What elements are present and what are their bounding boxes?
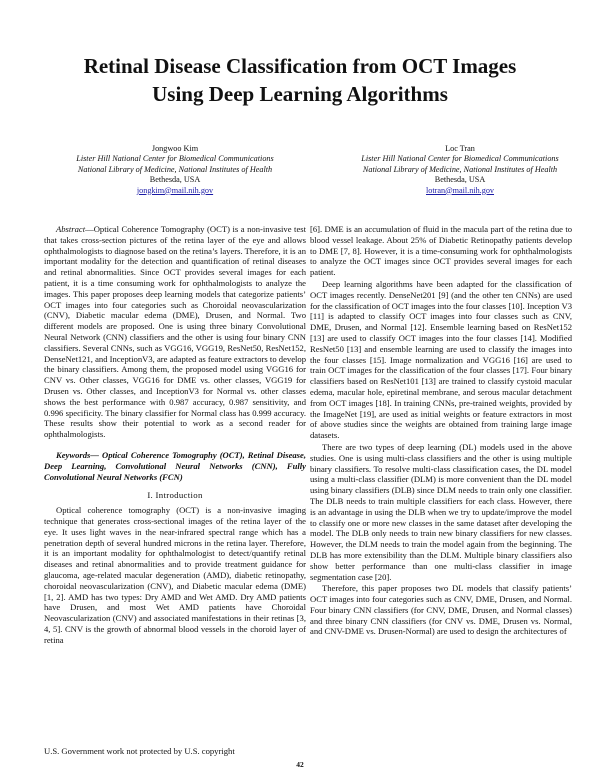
author-affiliation: Lister Hill National Center for Biomedical Communications: [76, 154, 274, 164]
body-paragraph: There are two types of deep learning (DL) models used in the above studies. One is using multi-class classifiers and the other is using multiple binary classifiers. To resolve multi-class classification cases, the DL model using a multi-class classifier (DLM) is more convenient than the DL model using binary classifiers (DLB) since DLM needs to train only one classifier. The DLB needs to train multiple classifiers for each class. However, there is an advantage in using the DLB when we try to update/improve the model to classify one or more new classes in the same dataset after developing the model. The DLB only needs to train new binary classifiers for new classes. However, the DLM needs to train the model again from the beginning. The DLB has more extensibility than the DLM. Multiple binary classifiers also show better performance than one multi-class classifier in image segmentation case [20].: [310, 441, 572, 582]
author-block-2: [325, 144, 595, 196]
keywords-label: Keywords: [56, 449, 91, 460]
author-email-link[interactable]: lotran@mail.nih.gov: [425, 185, 495, 195]
keywords: [44, 450, 306, 482]
abstract: [44, 224, 306, 440]
body-paragraph: Deep learning algorithms have been adapted for the classification of OCT images recently. DenseNet201 [9] (and the other ten CNNs) are used for the classification of OCT images into the four classes [10]. Inception V3 [11] is adapted to classify OCT images into four classes such as CNV, DME, Drusen, and Normal [12]. Ensemble learning based on ResNet152 [13] are used to classify OCT images into the four classes [14]. Modified ResNet50 [13] and ensemble learning are used to classify the images into the four classes [15]. Image normalization and VGG16 [16] are used to train OCT images for the classification of the four classes [17]. Four binary classifiers based on ResNet101 [13] are trained to classify cystoid macular edema, macular hole, epiretinal membrane, and serous macular detachment from OCT images [18]. In training CNNs, pre-trained weights, provided by the ImageNet [19], are used as initial weights or feature extractors in most of above studies since the weights are obtained from training large image datasets.: [310, 278, 572, 441]
copyright-footnote: U.S. Government work not protected by U.S. copyright: [44, 746, 235, 756]
page-number: 42: [296, 760, 304, 769]
author-block-1: [40, 144, 310, 196]
author-city: Bethesda, USA: [434, 175, 486, 185]
right-column: [310, 224, 572, 637]
body-paragraph: Therefore, this paper proposes two DL models that classify patients’ OCT images into four categories such as CNV, DME, Drusen, and Normal. Four binary CNN classifiers (for CNV, DME, Drusen, and Normal classes) and three binary CNN classifiers (for CNV vs. DME, Drusen vs. Normal, and CNV-DME vs. Drusen-Normal) are used to design the architectures of: [310, 583, 572, 637]
title-line-2: Using Deep Learning Algorithms: [152, 82, 448, 106]
author-affiliation: Lister Hill National Center for Biomedical Communications: [361, 154, 559, 164]
keywords-text: — Optical Coherence Tomography (OCT), Retinal Disease, Deep Learning, Convolutional Neural Networks (CNN), Fully Convolutional Neural Networks (FCN): [44, 449, 306, 482]
author-affiliation: National Library of Medicine, National Institutes of Health: [362, 164, 558, 174]
paper-title: [0, 52, 600, 108]
author-name: Jongwoo Kim: [151, 144, 199, 153]
author-name: Loc Tran: [445, 144, 475, 153]
body-paragraph: [6]. DME is an accumulation of fluid in the macula part of the retina due to blood vessel leakage. About 25% of Diabetic Retinopathy patients develop to DME [7, 8]. However, it is a time-consuming work for ophthalmologists to analyze the OCT images since OCT provides several images for each patient.: [310, 224, 572, 278]
intro-paragraph: Optical coherence tomography (OCT) is a non-invasive imaging technique that generates cross-sectional images of the retina layer of the eye. It uses light waves in the near-infrared spectral range which has a penetration depth of several hundred microns in the retina layer. Therefore, it is an important modality for ophthalmologist to detect/quantify retinal diseases and retinal abnormalities and to provide treatment guidance for glaucoma, age-related macular degeneration (AMD), diabetic retinopathy, choroidal neovascularization (CNV), and Diabetic macular edema (DME) [1, 2]. AMD has two types: Dry AMD and Wet AMD. Dry AMD patients have Drusen, and most Wet AMD patients have Choroidal Neovascularization (CNV) and associated manifestations in their retinas [3, 4, 5]. CNV is the growth of abnormal blood vessels in the choroid layer of retina: [44, 505, 306, 645]
abstract-text: —Optical Coherence Tomography (OCT) is a non-invasive test that takes cross-section pictures of the retina layer of the eye and allows ophthalmologists to diagnose based on the retina’s layers. Therefore, it is an important modality for the detection and quantification of retinal diseases and retinal abnormalities. Since OCT provides several images for each patient, it is a time consuming work for ophthalmologists to analyze the images. This paper proposes deep learning models that categorize patients’ OCT images into four categories such as Choroidal neovascularization (CNV), Diabetic macular edema (DME), Drusen, and Normal. Two different models are proposed. One is using three binary Convolutional Neural Network (CNN) classifiers and the other is using four binary CNN classifiers. Several CNNs, such as VGG16, VGG19, ResNet50, ResNet152, DenseNet121, and InceptionV3, are adapted as feature extractors to develop the binary classifiers. Among them, the proposed model using VGG16 for CNV vs. Other classes, VGG16 for DME vs. other classes, VGG19 for Drusen vs. Other classes, and InceptionV3 for Normal vs. other classes shows the best performance with 0.987 accuracy, 0.987 sensitivity, and 0.996 specificity. The binary classifier for Normal class has 0.999 accuracy. These results show their potential to work as a second reader for ophthalmologists.: [44, 224, 306, 440]
abstract-label: Abstract: [56, 224, 86, 234]
title-line-1: Retinal Disease Classification from OCT Images: [83, 54, 517, 78]
left-column: [44, 224, 306, 645]
author-email-link[interactable]: jongkim@mail.nih.gov: [136, 185, 214, 195]
section-heading-introduction: I. Introduction: [147, 490, 203, 501]
author-affiliation: National Library of Medicine, National Institutes of Health: [77, 164, 273, 174]
author-city: Bethesda, USA: [149, 175, 201, 185]
